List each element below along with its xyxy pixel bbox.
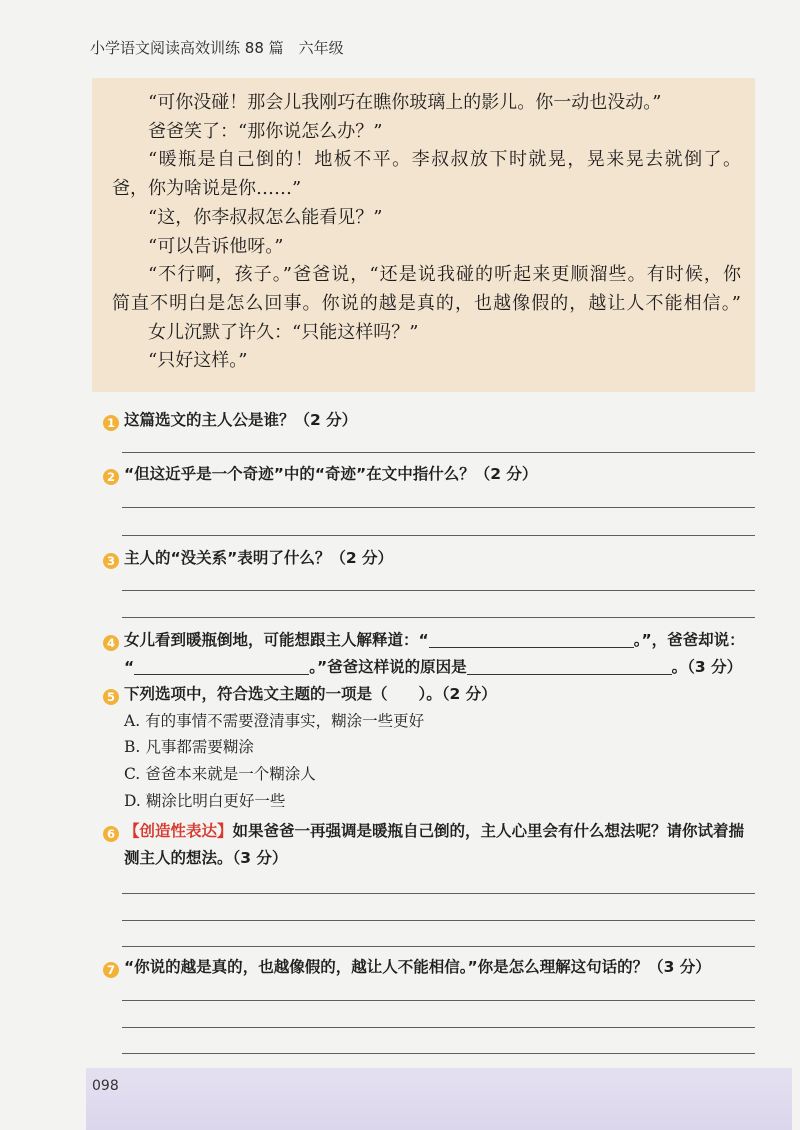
- option-text: 凡事都需要糊涂: [145, 738, 254, 756]
- fill-blank: [134, 660, 309, 675]
- passage-line: “可以告诉他呀。”: [148, 235, 284, 257]
- passage-line: 爸爸笑了：“那你说怎么办？”: [148, 120, 383, 142]
- passage-box: [92, 78, 755, 392]
- passage-line: “暖瓶是自己倒的！地板不平。李叔叔放下时就晃，晃来晃去就倒了。: [148, 149, 741, 171]
- question-5: [103, 681, 497, 708]
- option-letter: B.: [124, 738, 141, 756]
- question-line: [103, 461, 537, 488]
- question-text: 下列选项中，符合选文主题的一项是（ ）。（2 分）: [124, 685, 497, 703]
- question-text: 女儿看到暖瓶倒地，可能想跟主人解释道：“: [124, 631, 429, 649]
- answer-line: [122, 507, 755, 508]
- question-number-badge: 5: [103, 689, 119, 705]
- passage-line: “只好这样。”: [148, 350, 248, 372]
- passage-line: 爸，你为啥说是你……”: [112, 178, 302, 200]
- question-line: [103, 545, 393, 572]
- question-line: [103, 627, 745, 654]
- answer-line: [122, 535, 755, 536]
- question-line: [103, 818, 744, 845]
- question-4: [103, 627, 745, 681]
- question-text: 。（3 分）: [671, 658, 743, 676]
- option-c: [124, 761, 316, 788]
- question-number-badge: 3: [103, 553, 119, 569]
- question-line: [103, 954, 711, 981]
- passage-line: “这，你李叔叔怎么能看见？”: [148, 206, 383, 228]
- footer-band: [86, 1068, 792, 1130]
- question-line: [103, 407, 357, 434]
- option-text: 有的事情不需要澄清事实，糊涂一些更好: [145, 712, 425, 730]
- question-text: 。”爸爸这样说的原因是: [309, 658, 467, 676]
- passage-line: “可你没碰！那会儿我刚巧在瞧你玻璃上的影儿。你一动也没动。”: [148, 92, 662, 113]
- question-text: 这篇选文的主人公是谁？（2 分）: [124, 411, 358, 429]
- option-letter: A.: [124, 712, 141, 730]
- question-number-badge: 1: [103, 415, 119, 431]
- option-b: [124, 734, 254, 761]
- passage-line: 简直不明白是怎么回事。你说的越是真的，也越像假的，越让人不能相信。”: [112, 292, 741, 314]
- book-header: 小学语文阅读高效训练 88 篇 六年级: [90, 39, 344, 57]
- question-text: 主人的“没关系”表明了什么？（2 分）: [124, 549, 394, 567]
- answer-line: [122, 452, 755, 453]
- passage-line: 女儿沉默了许久：“只能这样吗？”: [148, 321, 419, 343]
- question-number-badge: 6: [103, 826, 119, 842]
- answer-line: [122, 1053, 755, 1054]
- option-text: 爸爸本来就是一个糊涂人: [145, 765, 316, 783]
- question-text: “你说的越是真的，也越像假的，越让人不能相信。”你是怎么理解这句话的？（3 分）: [124, 958, 711, 976]
- question-number-badge: 4: [103, 635, 119, 651]
- question-number-badge: 2: [103, 469, 119, 485]
- question-7: [103, 954, 711, 981]
- option-text: 糊涂比明白更好一些: [145, 792, 286, 810]
- question-text: 如果爸爸一再强调是暖瓶自己倒的，主人心里会有什么想法呢？请你试着揣: [232, 822, 745, 840]
- question-text: 测主人的想法。（3 分）: [124, 849, 288, 867]
- question-line: [103, 681, 497, 708]
- question-6: [103, 818, 744, 872]
- fill-blank: [467, 660, 672, 675]
- question-line: [103, 654, 745, 681]
- option-d: [124, 788, 285, 815]
- question-1: [103, 407, 357, 434]
- option-a: [124, 708, 424, 735]
- answer-line: [122, 920, 755, 921]
- question-number-badge: 7: [103, 962, 119, 978]
- question-2: [103, 461, 537, 488]
- answer-line: [122, 893, 755, 894]
- answer-line: [122, 617, 755, 618]
- page-number: 098: [92, 1078, 119, 1094]
- answer-line: [122, 946, 755, 947]
- answer-line: [122, 1000, 755, 1001]
- option-letter: C.: [124, 765, 141, 783]
- question-line: [103, 845, 744, 872]
- passage-line: “不行啊，孩子。”爸爸说，“还是说我碰的听起来更顺溜些。有时候，你: [148, 264, 741, 286]
- answer-line: [122, 590, 755, 591]
- question-text: “但这近乎是一个奇迹”中的“奇迹”在文中指什么？（2 分）: [124, 465, 538, 483]
- option-letter: D.: [124, 792, 141, 810]
- question-tag: 【创造性表达】: [124, 822, 233, 840]
- question-3: [103, 545, 393, 572]
- question-text: 。”，爸爸却说：: [633, 631, 745, 649]
- question-text: “: [124, 658, 135, 676]
- answer-line: [122, 1027, 755, 1028]
- fill-blank: [429, 633, 634, 648]
